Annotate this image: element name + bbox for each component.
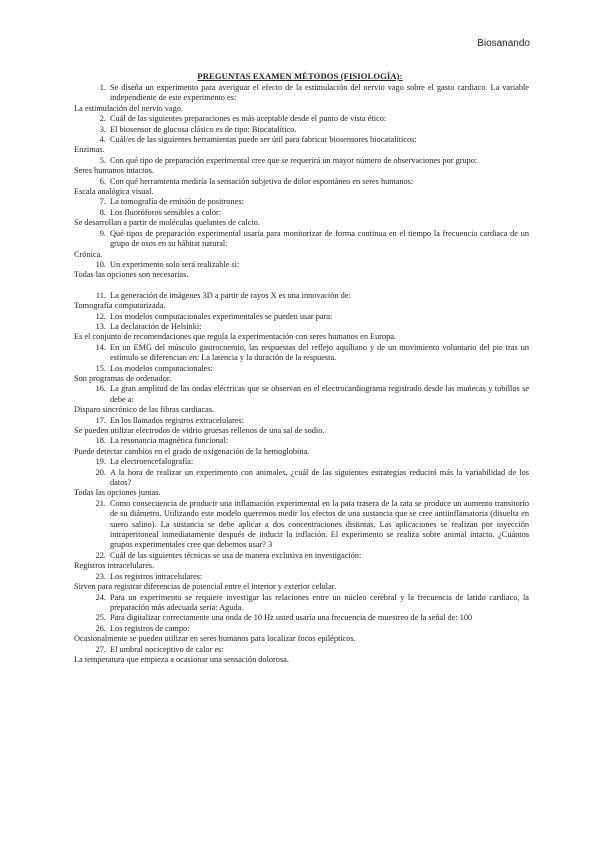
question-number: 17. [95, 415, 106, 425]
question-item [74, 291, 529, 301]
question-number: 9. [99, 228, 106, 238]
question-text: La resonancia magnética funcional: [110, 436, 229, 446]
question-text: La generación de imágenes 3D a partir de rayos X es una innovación de: [110, 290, 351, 300]
question-text: El biosensor de glucosa clásico es de tipo: Biocatalítico. [110, 124, 297, 134]
answer-text: La temperatura que empieza a ocasionar una sensación dolorosa. [74, 654, 289, 664]
question-number: 19. [95, 457, 106, 467]
answer-text: Escala analógica visual. [74, 187, 154, 197]
question-item [74, 593, 529, 614]
question-number: 18. [95, 436, 106, 446]
question-item [74, 551, 529, 561]
question-number: 10. [95, 259, 106, 269]
section-gap [74, 281, 529, 291]
answer-text: Todas las opciones juntas. [74, 488, 161, 498]
question-number: 3. [99, 124, 106, 134]
answer-text: Seres humanos intactos. [74, 166, 154, 176]
question-number: 20. [95, 467, 106, 477]
question-text: La electroencefalografía: [110, 457, 194, 467]
question-item [74, 229, 529, 250]
question-item [74, 312, 529, 322]
question-number: 14. [95, 342, 106, 352]
question-item [74, 197, 529, 207]
question-item [74, 436, 529, 446]
brand-header: Biosanando [477, 38, 530, 49]
question-number: 26. [95, 623, 106, 633]
question-item [74, 457, 529, 467]
question-item [74, 156, 529, 166]
question-text: La declaración de Helsinki: [110, 321, 202, 331]
question-item [74, 499, 529, 551]
question-item [74, 572, 529, 582]
question-number: 8. [99, 207, 106, 217]
answer-text: Sirven para registrar diferencias de potencial entre el interior y exterior celular. [74, 582, 337, 592]
question-number: 7. [99, 197, 106, 207]
answer-text: Ocasionalmente se pueden utilizar en seres humanos para localizar focos epilépticos. [74, 634, 356, 644]
question-number: 24. [95, 592, 106, 602]
question-number: 27. [95, 644, 106, 654]
question-item [74, 83, 529, 104]
question-item [74, 125, 529, 135]
question-text: Un experimento solo será realizable si: [110, 259, 240, 269]
question-text: Como consecuencia de producir una inflamación experimental en la pata trasera de la rata se produce un aumento transitorio de su diámetro. Utilizando este modelo queremos medir los efectos de una sustancia que se cree antiinflamatoria (disuelta en suero salino). La sustancia se debe aplicar a dos concentraciones distintas. Las aplicaciones se realizan por inyección intraperitoneal inmediatamente después de inducir la inflación. El experimento se realiza sobre animal intacto. ¿Cuántos grupos experimentales cree que debemos usar? 3 [110, 498, 529, 550]
question-text: Los fluoróforos sensibles a color: [110, 207, 222, 217]
question-item [74, 384, 529, 405]
question-number: 1. [99, 83, 106, 92]
question-number: 16. [95, 384, 106, 394]
question-item [74, 416, 529, 426]
question-number: 5. [99, 155, 106, 165]
question-item [74, 208, 529, 218]
question-item [74, 624, 529, 634]
answer-text: Enzimas. [74, 145, 105, 155]
question-text: Se diseña un experimento para averiguar el efecto de la estimulación del nervio vago sobre el gasto cardiaco. La variable independiente de este experimento es: [110, 83, 529, 103]
answer-text: Todas las opciones son necesarias. [74, 270, 189, 280]
question-text: En un EMG del músculo gastrocnemio, las respuestas del reflejo aquíliano y de un movimiento voluntario del pie tras un estímulo se diferencian en: La latencia y la duración de la respuesta. [110, 342, 529, 363]
question-text: La tomografía de emisión de positrones: [110, 197, 244, 207]
question-text: En los llamados registros extracelulares: [110, 415, 245, 425]
question-text: Los modelos computacionales: [110, 363, 213, 373]
question-number: 22. [95, 550, 106, 560]
question-text: Cuál de las siguientes técnicas se usa de manera exclusiva en investigación: [110, 550, 362, 560]
question-text: Con qué herramienta mediría la sensación subjetiva de dolor espontáneo en seres humanos: [110, 176, 414, 186]
question-item [74, 177, 529, 187]
question-list [74, 83, 529, 665]
question-text: Qué tipos de preparación experimental usaría para monitorizar de forma continua en el tiempo la frecuencia cardiaca de un grupo de osos en su hábitat natural: [110, 228, 529, 249]
question-number: 6. [99, 176, 106, 186]
answer-text: Es el conjunto de recomendaciones que regula la experimentación con seres humanos en Europa. [74, 332, 397, 342]
document-title: PREGUNTAS EXAMEN MÉTODOS (FISIOLOGÍA): [197, 71, 403, 81]
question-number: 4. [99, 135, 106, 145]
question-item [74, 364, 529, 374]
question-text: La gran amplitud de las ondas eléctricas que se observan en el electrocardiograma registrado desde las muñecas y tobillos se debe a: [110, 384, 529, 404]
question-text: Para digitalizar correctamente una onda de 10 Hz usted usaría una frecuencia de muestreo de la señal de: 100 [110, 613, 473, 623]
question-item [74, 645, 529, 655]
question-item [74, 114, 529, 124]
question-number: 25. [95, 613, 106, 623]
question-text: Cuál/es de las siguientes herramientas puede ser útil para fabricar biosensores biocatalíticos: [110, 135, 417, 145]
question-number: 2. [99, 114, 106, 124]
question-item [74, 468, 529, 489]
question-number: 21. [95, 498, 106, 508]
question-number: 15. [95, 363, 106, 373]
answer-text: Tomografía computarizada. [74, 301, 166, 311]
question-number: 12. [95, 311, 106, 321]
question-item [74, 613, 529, 623]
answer-text: Disparo sincrónico de las fibras cardiacas. [74, 405, 215, 415]
question-text: A la hora de realizar un experimento con animales, ¿cuál de las siguientes estrategias reducirá más la variabilidad de los datos? [110, 467, 529, 488]
question-item [74, 343, 529, 364]
answer-text: Son programas de ordenador. [74, 373, 172, 383]
question-item [74, 260, 529, 270]
question-text: Los registros intracelulares: [110, 571, 203, 581]
question-text: Para un experimento se requiere investigar las relaciones entre un núcleo cerebral y la frecuencia de latido cardiaco, la preparación más adecuada sería: Aguda. [110, 592, 529, 612]
question-item [74, 322, 529, 332]
question-text: Con qué tipo de preparación experimental cree que se requerirá un mayor número de observaciones por grupo: [110, 155, 478, 165]
answer-text: La estimulación del nervio vago. [74, 103, 183, 113]
question-number: 23. [95, 571, 106, 581]
answer-text: Se desarrollan a partir de moléculas quelantes de calcio. [74, 218, 260, 228]
question-item [74, 135, 529, 145]
answer-text: Se pueden utilizar electrodos de vidrio gruesas rellenos de una sal de sodio. [74, 426, 325, 435]
question-number: 11. [95, 290, 106, 300]
question-text: Los registros de campo: [110, 623, 190, 633]
question-text: Los modelos computacionales experimentales se pueden usar para: [110, 311, 333, 321]
answer-text: Puede detectar cambios en el grado de oxigenación de la hemoglobina. [74, 446, 310, 456]
question-text: El umbral nociceptivo de calor es: [110, 644, 224, 654]
answer-text: Crónica. [74, 249, 103, 259]
question-text: Cuál de las siguientes preparaciones es más aceptable desde el punto de vista ético: [110, 114, 387, 124]
question-number: 13. [95, 321, 106, 331]
answer-text: Registros intracelulares. [74, 561, 155, 571]
